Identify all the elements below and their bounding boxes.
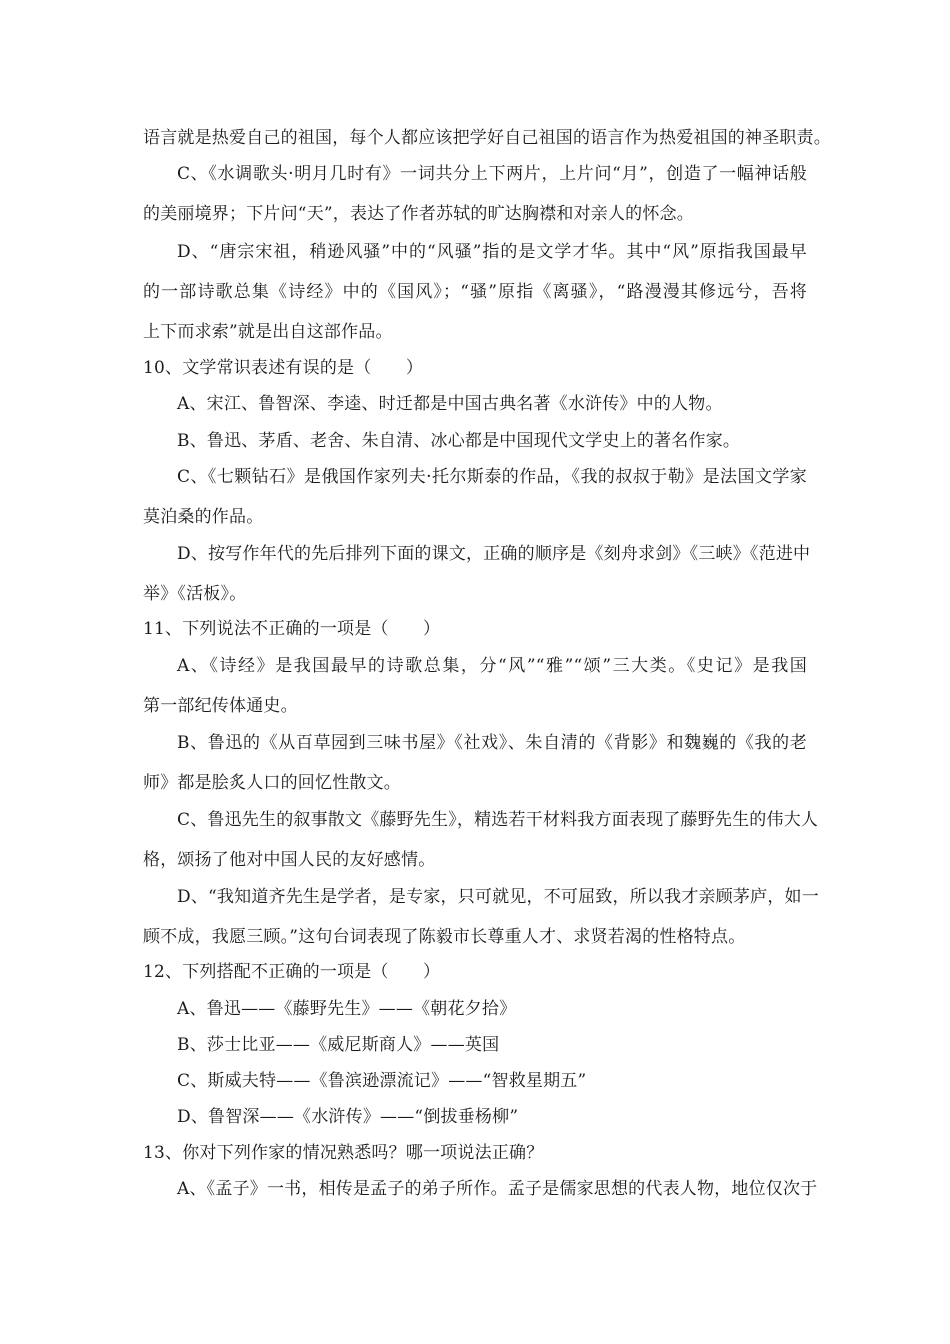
option-a-line: A、宋江、鲁智深、李逵、时迁都是中国古典名著《水浒传》中的人物。 (177, 394, 723, 414)
text-line: 上下而求索”就是出自这部作品。 (143, 322, 393, 342)
option-c-line: C、《水调歌头·明月几时有》一词共分上下两片，上片问“月”，创造了一幅神话般 (177, 164, 807, 184)
option-a-line: A、《诗经》是我国最早的诗歌总集，分“风”“雅”“颂”三大类。《史记》是我国 (177, 656, 807, 676)
question-13: 13、你对下列作家的情况熟悉吗？哪一项说法正确？ (143, 1143, 544, 1163)
question-11: 11、下列说法不正确的一项是（ ） (143, 619, 441, 639)
text-line: 格，颂扬了他对中国人民的友好感情。 (143, 850, 436, 870)
option-d-line: D、“唐宗宋祖，稍逊风骚”中的“风骚”指的是文学才华。其中“风”原指我国最早 (177, 242, 807, 262)
option-b-line: B、莎士比亚——《威尼斯商人》——英国 (177, 1035, 500, 1055)
option-c-line: C、斯威夫特——《鲁滨逊漂流记》——“智救星期五” (177, 1071, 587, 1091)
option-c-line: C、鲁迅先生的叙事散文《藤野先生》，精选若干材料我方面表现了藤野先生的伟大人 (177, 810, 819, 830)
option-b-line: B、鲁迅的《从百草园到三味书屋》《社戏》、朱自清的《背影》和魏巍的《我的老 (177, 733, 807, 753)
text-line: 的一部诗歌总集《诗经》中的《国风》；“骚”原指《离骚》，“路漫漫其修远兮，吾将 (143, 282, 807, 302)
text-line: 第一部纪传体通史。 (143, 696, 298, 716)
option-a-line: A、鲁迅——《藤野先生》——《朝花夕拾》 (177, 999, 517, 1019)
text-line: 顾不成，我愿三顾。”这句台词表现了陈毅市长尊重人才、求贤若渴的性格特点。 (143, 927, 746, 947)
text-line: 莫泊桑的作品。 (143, 507, 264, 527)
question-10: 10、文学常识表述有误的是（ ） (143, 358, 424, 378)
option-d-line: D、鲁智深——《水浒传》——“倒拔垂杨柳” (177, 1107, 519, 1127)
option-b-line: B、鲁迅、茅盾、老舍、朱自清、冰心都是中国现代文学史上的著名作家。 (177, 431, 741, 451)
option-d-line: D、“我知道齐先生是学者，是专家，只可就见，不可屈致，所以我才亲顾茅庐，如一 (177, 887, 819, 907)
option-c-line: C、《七颗钻石》是俄国作家列夫·托尔斯泰的作品，《我的叔叔于勒》是法国文学家 (177, 467, 807, 487)
text-line: 师》都是脍炙人口的回忆性散文。 (143, 773, 401, 793)
text-line: 的美丽境界；下片问“天”，表达了作者苏轼的旷达胸襟和对亲人的怀念。 (143, 204, 694, 224)
text-line: 语言就是热爱自己的祖国，每个人都应该把学好自己祖国的语言作为热爱祖国的神圣职责。 (143, 128, 831, 148)
option-d-line: D、按写作年代的先后排列下面的课文，正确的顺序是《刻舟求剑》《三峡》《范进中 (177, 544, 811, 564)
option-a-line: A、《孟子》一书，相传是孟子的弟子所作。孟子是儒家思想的代表人物，地位仅次于 (177, 1179, 818, 1199)
question-12: 12、下列搭配不正确的一项是（ ） (143, 962, 441, 982)
text-line: 举》《活板》。 (143, 584, 247, 604)
